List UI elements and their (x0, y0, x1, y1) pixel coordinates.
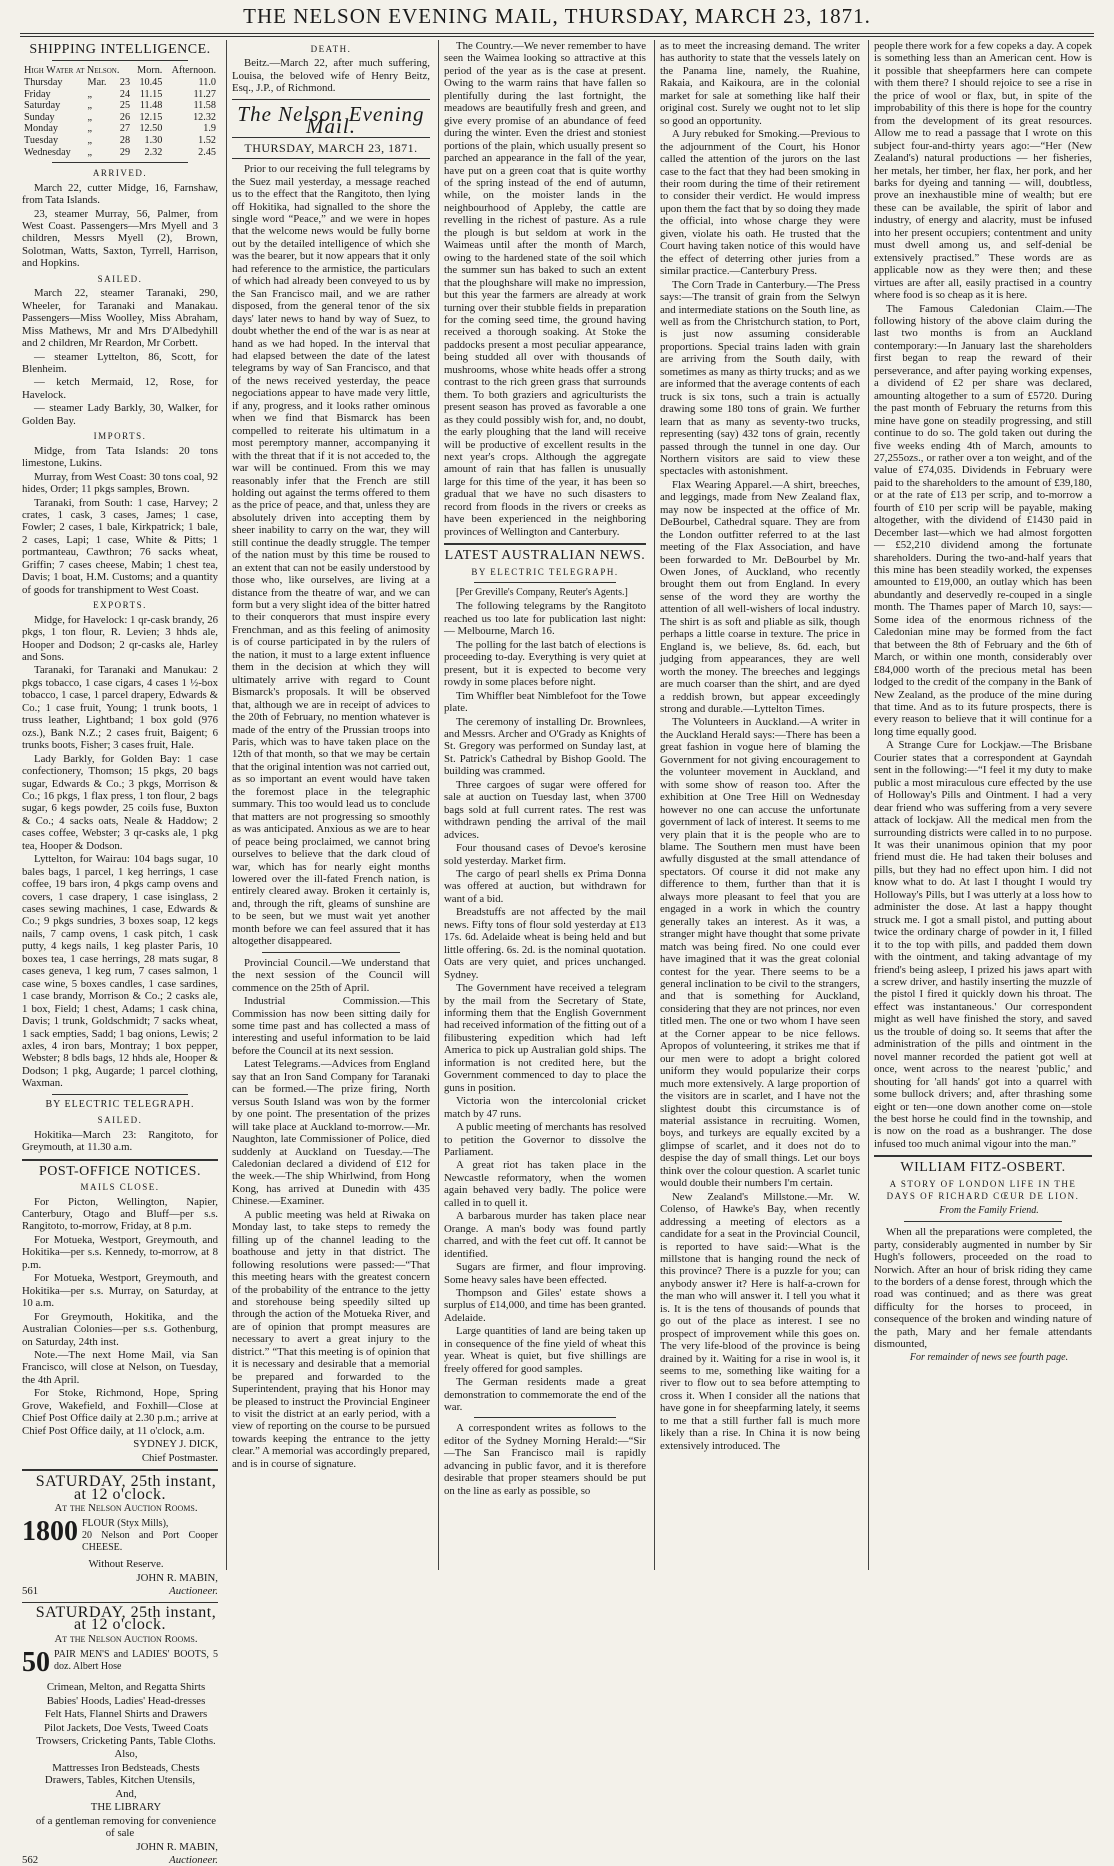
news-paragraph: Four thousand cases of Devoe's kerosine sold yesterday. Market firm. (444, 842, 646, 867)
death-notice: Beitz.—March 22, after much suffering, Louisa, the beloved wife of Henry Beitz, Esq., J.P., of Richmond. (232, 57, 430, 95)
sailed-item: — steamer Lyttelton, 86, Scott, for Blenheim. (22, 350, 218, 375)
mail-item: For Greymouth, Hokitika, and the Australian Colonies—per s.s. Gothenburg, on Saturday, 24th inst. (22, 1310, 218, 1348)
auction-2-place: At the Nelson Auction Rooms. (54, 1632, 198, 1645)
news-credit: [Per Greville's Company, Reuter's Agents.] (456, 587, 628, 599)
news-paragraph: The ceremony of installing Dr. Brownlees, and Messrs. Archer and O'Grady as Knights of St. Gregory was performed on Sunday last, at St. Patrick's Cathedral by Bishop Goold. The building was crammed. (444, 715, 646, 778)
australian-news-subheading: BY ELECTRIC TELEGRAPH. (471, 566, 619, 577)
mail-item: For Picton, Wellington, Napier, Canterbury, Otago and Bluff—per s.s. Rangitoto, to-morrow, Friday, at 8 p.m. (22, 1195, 218, 1233)
sailed-item: March 22, steamer Taranaki, 290, Wheeler, for Taranaki and Manakau. Passengers—Miss Woolley, Miss Abraham, Miss Mathews, Mr and Mrs D'Albedyhill and 2 children, Mr Reardon, Mr Corbett. (22, 287, 218, 350)
tide-day: Friday (24, 88, 51, 100)
tide-month: „ (87, 146, 93, 158)
mail-item: For Motueka, Westport, Greymouth, and Hokitika—per s.s. Murray, on Saturday, at 10 a.m. (22, 1272, 218, 1310)
column-rule (654, 40, 655, 1570)
auction-2-role: Auctioneer. (169, 1854, 218, 1866)
news-paragraph: The German residents made a great demonstration to commemorate the end of the war. (444, 1376, 646, 1414)
section-rule (874, 1155, 1092, 1157)
telegraph-heading: BY ELECTRIC TELEGRAPH. (45, 1098, 195, 1110)
auction-2-line: Also, (114, 1748, 138, 1761)
auction-2-quantity: 50 (22, 1647, 50, 1679)
imports-item: Murray, from West Coast: 30 tons coal, 92 hides, Order; 11 pkgs samples, Brown. (22, 470, 218, 496)
auction-2-line: Crimean, Melton, and Regatta Shirts (46, 1681, 206, 1694)
news-paragraph: Victoria won the intercolonial cricket match by 47 runs. (444, 1095, 646, 1120)
news-paragraph: A great riot has taken place in the Newcastle reformatory, when the women again behaved very badly. The police were called in to quell it. (444, 1159, 646, 1209)
column-rule (226, 40, 227, 1570)
news-paragraph: Large quantities of land are being taken up in consequence of the fine yield of wheat this year. Wheat is quiet, but five shillings are freely offered for good samples. (444, 1325, 646, 1375)
tide-day: Thursday (24, 77, 63, 89)
divider (232, 99, 430, 100)
tide-row (22, 135, 218, 147)
tide-date: 23 (119, 77, 131, 89)
tide-header-label: High Water at Nelson. (24, 65, 120, 77)
mail-item: Note.—The next Home Mail, via San Francisco, will close at Nelson, on Tuesday, the 4th April. (22, 1348, 218, 1386)
auction-1-auctioneer: JOHN R. MABIN, (136, 1571, 218, 1584)
news-paragraph: The Country.—We never remember to have seen the Waimea looking so attractive at this period of the year as is the case at present. Owing to the warm rains that have fallen so plentifully during the last fortnight, the meadows are beautifully fresh and green, and give every promise of an abundance of feed during the winter. Even the driest and stoniest portions of the plain, which usually present so parched an appearance in the fall of the year, have put on a green coat that is quite worthy of the spring instead of the end of autumn, while, on the moister lands in the neighbourhood of Appleby, the cattle are revelling in the richest of pasture. As a rule the plough is but seldom at work in the Waimeas until after the month of March, owing to the hardened state of the soil which the summer sun has baked to such an extent that the ploughshare will make no impression, but this year the farmers are already at work turning over their stubble fields in preparation for the coming seed time, the ground having received a thorough soaking. At Stoke the paddocks present a most peculiar appearance, being studded all over with thousands of mushrooms, whose white heads offer a strong contrast to the rich green grass that surrounds them. To both graziers and agriculturists the present season has proved as favorable a one as they could possibly wish for, and, no doubt, the early ploughing that the land will receive will be productive of excellent results in the next year's crops. Although the aggregate amount of rain that has fallen is unusually large for this time of the year, it has been so gradual that we have no such disasters to record from floods in the rivers or creeks as have been experienced in the neighboring provinces of Wellington and Canterbury. (444, 40, 646, 538)
correspondent-paragraph: A correspondent writes as follows to the editor of the Sydney Morning Herald:—“Sir—The San Francisco mail is rapidly advancing in public favor, and it is therefore desirable that proper steamers should be put on the line as early as possible, so (444, 1422, 646, 1497)
column-3 (444, 40, 646, 1570)
divider (904, 1221, 1062, 1222)
mails-close-heading: MAILS CLOSE. (80, 1182, 160, 1193)
tide-date: 27 (119, 123, 131, 135)
auction-2-footer (22, 1854, 218, 1866)
column-5 (874, 40, 1092, 1570)
exports-item: Lady Barkly, for Golden Bay: 1 case confectionery, Thomson; 15 pkgs, 20 bags sugar, Edwards & Co.; 3 pkgs, Morrison & Co.; 16 pkgs, 1 flax press, 1 ton flour, 2 bags sugar, 6 kegs powder, 25 coils fuse, Buxton & Co.; 4 sacks oats, Neale & Haddow; 2 cases coffee, Webster; 3 qr-casks ale, 1 pkg tea, Hooper & Dodson. (22, 752, 218, 852)
news-paragraph: The Famous Caledonian Claim.—The following history of the above claim during the last two months is from an Auckland contemporary:—In January last the shareholders first began to reap the reward of their perseverance, and after paying working expenses, a dividend of £2 per share was declared, amounting altogether to a sum of £5720. During the past month of February the returns from this mine have gone on steadily progressing, and still continue to do so. The gold taken out during the five weeks ending 4th of March, amounts to 27,255ozs., or rather over a ton weight, and of the value of £74,035. Dividends in February were paid to the shareholders to the amount of £39,180, or at the rate of £13 per scrip, and to-morrow a fourth of £10 per scrip will be payable, making altogether, with the dividend of £1430 paid in December last—which we had almost forgotten — £52,210 dividend among the fortunate shareholders. During the two-and-half years that this mine has been steadily worked, the expenses amounted to £19,000, an outlay which has been abundantly and deservedly re-couped in a single month. The Thames paper of March 10, says:—Some idea of the enormous richness of the Caledonian mine may be formed from the fact that between the 8th of February and the 6th of March, or within one month, considerably over £84,000 worth of the precious metal has been lodged to the credit of the company in the Bank of New Zealand, as the produce of the mine during that time. And as to its future prospects, there is every reason to believe that it will continue for a long time equally good. (874, 302, 1092, 738)
tide-day: Saturday (24, 100, 61, 112)
tide-day: Monday (24, 123, 58, 135)
tide-month: „ (87, 135, 93, 147)
tide-header-row (22, 65, 218, 77)
news-paragraph: Tim Whiffler beat Nimblefoot for the Towe plate. (444, 689, 646, 715)
tide-aft: 11.27 (193, 88, 216, 100)
exports-heading: EXPORTS. (93, 600, 147, 611)
arrived-item: 23, steamer Murray, 56, Palmer, from West Coast. Passengers—Mrs Myell and 3 children, Messrs Myell (2), Brown, Solotman, Watts, Saxton, Tyrrell, Harrison, and Hopkins. (22, 207, 218, 270)
masthead-rule-thin (20, 36, 1094, 37)
tide-header-morn: Morn. (137, 65, 163, 77)
tide-table (22, 65, 218, 158)
sailed-item: — steamer Lady Barkly, 30, Walker, for Golden Bay. (22, 402, 218, 427)
divider (474, 582, 616, 583)
sailed-telegraph-heading: SAILED. (97, 1115, 143, 1126)
auction-1-date: SATURDAY, 25th instant, at 12 o'clock. (35, 1473, 217, 1503)
column-rule (438, 40, 439, 1570)
leader-article: Prior to our receiving the full telegrams by the Suez mail yesterday, a message reached us to the effect that the Rangitoto, then lying off Hokitika, had signalled to the shore the single word “Peace,” and we were in hopes that the welcome news would be fully borne out by the detailed intelligence of which she was the bearer, but it now appears that it only had reference to the armistice, the particulars of which had already been conveyed to us by the San Francisco mail, and we are rather disposed, from the general tenor of the six days' later news to hand by way of Suez, to doubt whether the end of the war is as near at hand as we had hoped. In the interval that had elapsed between the date of the latest telegrams by way of San Francisco, and that of the news received yesterday, the peace negociations appear to have made very little, if any, progress, and it looks rather ominous when we find that Bismarck has been compelled to reiterate his ultimatum in a most peremptory manner, accompanying it with the threat that if it is not acceded to, the war will be continued. From this we may reasonably infer that the French are still holding out against the terms offered to them as the price of peace, and that, unless they are absolutely driven into accepting them by sheer inability to carry on the war, they will still continue the deadly struggle. The temper of the nation must by this time be roused to an extent that can not be easily understood by those who, like ourselves, are living at a distance from the theatre of war, and we can form but a very slight idea of the bitter hatred to their conquerors that must inspire every Frenchman, and as this feeling of animosity is of course participated in by the rulers of the nation, it must to a large extent influence them in the decision at which they will ultimately arrive with regard to Count Bismarck's proposals. It will be observed that, although we are in receipt of advices to the 20th of February, no mention whatever is made of the entry of the Prussian troops into Paris, which was to have taken place on the 12th of that month, so that we may be certain that the original intention was not carried out, as so important an event would have taken the foremost place in the telegraphic summary. This too would lead us to conclude that matters are not progressing so smoothly as was anticipated. Anxious as we are to hear of peace being proclaimed, we cannot bring ourselves to believe that the dark cloud of war, which has for nearly eight months lowered over the ill-fated French nation, is entirely cleared away. Broken it certainly is, and, through the rift, gleams of sunshine are to be seen, but we must wait yet another month before we can feel assured that it has altogether disappeared. (232, 163, 430, 948)
sailed-item: — ketch Mermaid, 12, Rose, for Havelock. (22, 376, 218, 401)
tide-morn: 11.15 (139, 88, 163, 100)
news-paragraph: Thompson and Giles' estate shows a surplus of £14,000, and time has been granted. Adelaide. (444, 1286, 646, 1324)
news-paragraph: The Corn Trade in Canterbury.—The Press says:—The transit of grain from the Selwyn and intermediate stations on the South line, as well as from the Christchurch station, to Port, is just now assuming considerable proportions. Special trains laden with grain are arriving from the South daily, with sometimes as many as thirty trucks; and as we are informed that the average contents of each truck is six tons, such a train is actually drawing some 180 tons of grain. We further learn that as many as seventy-two trucks, representing (say) 432 tons of grain, recently passed through the tunnel in one day. Our Northern visitors are said to view these spectacles with astonishment. (660, 278, 860, 478)
mail-item: For Stoke, Richmond, Hope, Spring Grove, Wakefield, and Foxhill—Close at Chief Post Office daily at 2.30 p.m.; arrive at Chief Post Office daily, at 11 o'clock, a.m. (22, 1387, 218, 1437)
arrived-heading: ARRIVED. (92, 168, 148, 179)
tide-header-aft: Afternoon. (171, 65, 216, 77)
divider (52, 162, 188, 163)
news-paragraph: A Strange Cure for Lockjaw.—The Brisbane Courier states that a correspondent at Gayndah sent in the following:—“I feel it my duty to make public a most miraculous cure effected by the use of Holloway's Pills and Ointment. I had a very dear friend who was suffering from a very severe attack of lockjaw. All the medical men from the surrounding districts were called in to no purpose. It was their unanimous opinion that my poor friend must die. He had taken their boluses and pills, but they had no effect upon him. I did not know what to do. At last I thought I would try Holloway's Pills, but I was utterly at a loss how to administer the dose. At last a happy thought struck me. I got a small pistol, and putting about twice the ordinary charge of powder in it, I filled it to the top with pills, and padded them down with the ointment, and taking advantage of my friend's being asleep, I prized his jaws apart with a screw driver, and hastily inserting the muzzle of the pistol I fired it quickly down his throat. The effect was instantaneous.' Our correspondent might as well have finished the story, and saved us the trouble of doing so. It seems that after the administration of the pills and ointment in the novel manner recorded the patient got well at once, went across to the nearest 'public,' and shouting for 'all hands' got into a quarrel with some bullock drivers; and, after thrashing some eight or ten—one down another come on—stole the best horse he could find in the township, and is now on the road as a bushranger. The dose infused too much animal vigour into the man.” (874, 739, 1092, 1150)
story-source: From the Family Friend. (939, 1204, 1039, 1216)
imports-heading: IMPORTS. (93, 431, 147, 442)
auction-2-number: 562 (22, 1854, 39, 1866)
tide-month: „ (87, 88, 93, 100)
news-paragraph: Breadstuffs are not affected by the mail news. Fifty tons of flour sold yesterday at £13 17s. 6d. Adelaide wheat is being held and but little offering. 6s. 2d. is the nominal quotation. Oats are very quiet, and prices unchanged. Sydney. (444, 906, 646, 981)
tide-month: „ (87, 123, 93, 135)
news-paragraph: The polling for the last batch of elections is proceeding to-day. Everything is very quiet at present, but it is expected to become very rowdy in some places before night. (444, 638, 646, 689)
divider (52, 60, 188, 61)
news-paragraph: Three cargoes of sugar were offered for sale at auction on Tuesday last, when 3700 bags sold at full current rates. The rest was withdrawn pending the arrival of the mail advices. (444, 778, 646, 841)
masthead: THE NELSON EVENING MAIL, THURSDAY, MARCH 23, 1871. (243, 4, 871, 28)
divider (232, 158, 430, 159)
tide-month: „ (87, 100, 93, 112)
masthead-rule (20, 33, 1094, 34)
column-rule (868, 40, 869, 1570)
story-subheading: A STORY OF LONDON LIFE IN THE DAYS OF RICHARD CŒUR DE LION. (886, 1178, 1080, 1202)
exports-item: Taranaki, for Taranaki and Manukau: 2 pkgs tobacco, 1 case cigars, 4 cases 1 ½-box tobacco, 1 case, 1 parcel drapery, Edwards & Co.; 1 case fruit, Young; 1 trunk boots, 1 truss leather, Lightband; 1 box gold (976 ozs.), Bank N.Z.; 2 cases fruit, Baigent; 6 trunks boots, Fisher; 3 cases fruit, Hale. (22, 664, 218, 752)
australian-news-heading: LATEST AUSTRALIAN NEWS. (444, 548, 646, 564)
tide-row (22, 89, 218, 101)
divider (262, 952, 400, 953)
tide-row (22, 77, 218, 89)
nameplate: The Nelson Evening Mail. (237, 101, 425, 139)
sailed-telegraph-item: Hokitika—March 23: Rangitoto, for Greymouth, at 11.30 a.m. (22, 1128, 218, 1154)
news-paragraph: New Zealand's Millstone.—Mr. W. Colenso, of Hawke's Bay, when recently addressing a meeting of electors as a candidate for a seat in the Provincial Council, is reported to have said:—What is the millstone that is hanging round the neck of this province? There is a puzzle for you; can anybody answer it? Here is half-a-crown for the man who will answer it. I tell you what it is. It is the tens of thousands of pounds that go out of the place as interest. I see no prospect of improvement while this goes on. The very life-blood of the province is being drained by it. Waiting for a rise in wool is, it seems to me, something like waiting for a river to flow out to sea before attempting to cross it. When I consider all the nations that have gone in for sheepfarming lately, it seems to me that a still further fall is much more likely than a rise. In China it is now being extensively introduced. The (660, 1190, 860, 1452)
news-paragraph: Latest Telegrams.—Advices from England say that an Iron Sand Company for Taranaki can be formed.—The prize firing, North versus South Island was won by the former by one point. The presentation of the prizes will take place at Auckland to-morrow.—Mr. Naughton, late Commissioner of Police, died suddenly at Auckland on Tuesday.—The Caledonian declared a dividend of £12 for the week.—The ship Whirlwind, from Hong Kong, has arrived at Dunedin with 435 Chinese.—Examiner. (232, 1058, 430, 1208)
auction-2-item: PAIR MEN'S and LADIES' BOOTS, 5 doz. Albert Hose (54, 1649, 218, 1673)
tide-row (22, 100, 218, 112)
auction-2-line: Babies' Hoods, Ladies' Head-dresses (46, 1694, 206, 1707)
tide-aft: 11.58 (193, 100, 216, 112)
column-4 (660, 40, 860, 1570)
death-heading: DEATH. (310, 44, 352, 54)
auction-1-item-2: 20 Nelson and Port Cooper CHEESE. (82, 1530, 218, 1554)
tide-day: Wednesday (24, 146, 71, 158)
tide-morn: 2.32 (144, 146, 163, 158)
news-paragraph: Provincial Council.—We understand that the next session of the Council will commence on the 25th of April. (232, 956, 430, 994)
column-2 (232, 40, 430, 1570)
tide-month: Mar. (87, 77, 107, 89)
tide-row (22, 123, 218, 135)
news-paragraph: The cargo of pearl shells ex Prima Donna was offered at auction, but withdrawn for want of a bid. (444, 868, 646, 905)
auction-2-line: Trowsers, Cricketing Pants, Table Cloths. (36, 1734, 216, 1747)
auction-1-items (82, 1518, 218, 1554)
news-paragraph: A public meeting was held at Riwaka on Monday last, to take steps to remedy the filling up of the channel leading to the boathouse and jetty in that district. The following resolutions were passed:—“That this meeting hears with the greatest concern of the probability of the entrance to the jetty and storehouse being speedily silted up through the action of the Motueka River, and are of opinion that prompt measures are necessary to avert a great injury to the district.” “That this meeting is of opinion that it is necessary and desirable that a memorial be prepared and forwarded to the Superintendent, praying that his Honor may be pleased to instruct the Provincial Engineer to visit the district at an early period, with a view of reporting on the course to be pursued towards keeping the entrance to the jetty clear.” A memorial was accordingly prepared, and is in course of signature. (232, 1208, 430, 1470)
tide-aft: 1.52 (198, 135, 216, 147)
divider (474, 1417, 616, 1418)
tide-date: 29 (119, 146, 131, 158)
exports-item: Midge, for Havelock: 1 qr-cask brandy, 26 pkgs, 1 ton flour, R. Levien; 3 hhds ale, Hooper and Dodson; 2 qr-casks ale, Harley and Sons. (22, 613, 218, 663)
tide-row (22, 112, 218, 124)
tide-row (22, 147, 218, 159)
story-footnote: For remainder of news see fourth page. (909, 1351, 1069, 1363)
sailed-heading: SAILED. (97, 273, 143, 284)
tide-morn: 1.30 (144, 135, 163, 147)
section-rule (22, 1469, 218, 1471)
tide-day: Sunday (24, 111, 55, 123)
auction-2-line: Mattresses Iron Bedsteads, Chests Drawers, Tables, Kitchen Utensils, (44, 1761, 200, 1787)
news-paragraph: The following telegrams by the Rangitoto reached us too late for publication last night:— Melbourne, March 16. (444, 600, 646, 638)
auction-2-line: THE LIBRARY (90, 1801, 162, 1814)
tide-date: 26 (119, 111, 131, 123)
tide-aft: 11.0 (198, 77, 216, 89)
tide-morn: 12.50 (139, 123, 163, 135)
tide-date: 28 (119, 135, 131, 147)
imports-item: Midge, from Tata Islands: 20 tons limestone, Lukins. (22, 444, 218, 470)
auction-1-role: Auctioneer. (169, 1585, 218, 1598)
auction-2-line: Pilot Jackets, Doe Vests, Tweed Coats (43, 1721, 209, 1734)
story-heading: WILLIAM FITZ-OSBERT. (900, 1160, 1066, 1176)
news-paragraph: A public meeting of merchants has resolved to petition the Governor to dissolve the Parliament. (444, 1121, 646, 1158)
divider (52, 1094, 188, 1095)
news-paragraph: people there work for a few copeks a day. A copek is something less than an American cent. How is it possible that sheepfarmers here can compete with them there? I should rejoice to see a rise in the price of wool or flax, but, in spite of the improbability of this there is hope for the country from the development of its great resources. Allow me to read a passage that I wrote on this subject four-and-thirty years ago:—“Her (New Zealand's) natural productions — her fisheries, her metals, her timber, her flax, her pork, and her barks for dyeing and tanning — will, doubtless, prove an inexhaustible mine of wealth; but ere these can be available, the spirit of labor and industry, of energy and alacrity, must be infused into her present occupiers; contentment and unity must dwell among us, and self-denial be extensively practised.” These words are as applicable now as they were then; and these virtues are after all, easily practised in a country where food is so cheap as it is here. (874, 40, 1092, 302)
tide-month: „ (87, 111, 93, 123)
tide-morn: 11.48 (139, 100, 163, 112)
tide-date: 25 (119, 100, 131, 112)
divider (22, 1602, 218, 1603)
post-office-heading: POST-OFFICE NOTICES. (39, 1163, 201, 1179)
section-rule (444, 543, 646, 545)
tide-aft: 2.45 (198, 146, 216, 158)
auction-1-footer (22, 1585, 218, 1597)
auction-1-place: At the Nelson Auction Rooms. (54, 1501, 198, 1514)
auction-2-auctioneer: JOHN R. MABIN, (136, 1840, 218, 1853)
auction-2-line: Felt Hats, Flannel Shirts and Drawers (44, 1708, 208, 1721)
section-rule (22, 1159, 218, 1161)
postmaster-title: Chief Postmaster. (141, 1451, 218, 1464)
news-paragraph: The Government have received a telegram by the mail from the Secretary of State, informing them that the English Government had received information of the fitting out of a filibustering expedition which had left America to pick up Australian gold ships. The information is not credited here, but the Government commenced to day to place the guns in position. (444, 982, 646, 1094)
news-paragraph: Sugars are firmer, and flour improving. Some heavy sales have been effected. (444, 1261, 646, 1286)
tide-morn: 12.15 (139, 111, 163, 123)
arrived-item: March 22, cutter Midge, 16, Farnshaw, from Tata Islands. (22, 181, 218, 207)
dateline: THURSDAY, MARCH 23, 1871. (244, 140, 418, 155)
auction-2-line: And, (115, 1787, 137, 1800)
news-paragraph: The Volunteers in Auckland.—A writer in the Auckland Herald says:—There has been a great fashion in vogue here of blaming the Government for not giving encouragement to the volunteer movement in Auckland, and with some show of reason too. After the exhibition at One Tree Hill on Wednesday however no one can accuse the unfortunate government of lack of interest. It seems to me very plain that it is the people who are to blame. The Southern men must have been awfully disgusted at the small attendance of spectators. Of course it did not make any difference to them, further than that it is always more pleasant to feel that you are engaged in a work in which the country generally takes an interest. As it was, a stranger might have thought that some private match was being fired. No one could ever have imagined that it was the great colonial contest for the year. There seems to be a general inclination to be civil to the strangers, and that is something for Auckland, considering that they are not princes, nor even titled men. The one or two whom I have seen at the Corner appear to be nice fellows. Apropos of volunteering, it strikes me that if our men were to adopt a bright colored uniform they would popularize their corps much more extensively. A large proportion of the visitors are in scarlet, and I have not the slightest doubt this circumstance is of material assistance in recruiting. Women, boys, and turkeys are equally excited by a glimpse of scarlet, and it does not do to despise the day of small things. Let our boys think over the colour question. A scarlet tunic would double their numbers I'm certain. (660, 716, 860, 1190)
auction-2-lot (22, 1649, 218, 1677)
tide-aft: 12.32 (193, 111, 216, 123)
mail-item: For Motueka, Westport, Greymouth, and Hokitika—per s.s. Kennedy, to-morrow, at 8 p.m. (22, 1233, 218, 1271)
shipping-heading: SHIPPING INTELLIGENCE. (29, 42, 211, 57)
auction-1-number: 561 (22, 1585, 39, 1598)
auction-2-line: of a gentleman removing for convenience of sale (35, 1814, 217, 1840)
auction-1-item: FLOUR (Styx Mills), (82, 1518, 169, 1530)
news-paragraph: A barbarous murder has taken place near Orange. A man's body was found partly charred, and with the feet cut off. It cannot be identified. (444, 1210, 646, 1260)
imports-item: Taranaki, from South: 1 case, Harvey; 2 crates, 1 cask, 3 cases, James; 1 case, Fowler; 2 cases, 1 bale, Kirkpatrick; 1 bale, 2 cases, Lapi; 1 case, White & Pitts; 1 portmanteau, Cawthron; 76 sacks wheat, Griffin; 7 cases cheese, Mabin; 1 chest tea, Davis; 1 boat, H.M. Customs; and a quantity of goods for transhipment to West Coast. (22, 496, 218, 596)
auction-1-quantity: 1800 (22, 1516, 78, 1548)
exports-item: Lyttelton, for Wairau: 104 bags sugar, 10 bales bags, 1 parcel, 1 keg herrings, 1 case coffee, 19 bars iron, 4 pkgs camp ovens and covers, 1 case drapery, 1 case isinglass, 2 cases sewing machines, 1 case, Edwards & Co.; 9 pkgs sundries, 3 boxes soap, 12 kegs nails, 7 camp ovens, 1 cask pitch, 1 cask putty, 4 kegs nails, 1 keg plaster Paris, 10 boxes tea, 1 case herrings, 28 mats sugar, 8 cases geneva, 1 keg rum, 7 cases salmon, 1 case wine, 5 boxes candles, 1 case sardines, 1 case brandy, Morrison & Co.; 2 casks ale, 1 box, Field; 1 chest, Adams; 1 cask china, Davis; 1 trunk, Goldschmidt; 7 sacks wheat, 1 sack empties, Sadd; 1 bag onions, Lewis; 2 axles, 4 iron bars, Montray; 1 box pepper, Webster; 8 bdls bags, 12 hhds ale, Hooper & Dodson; 1 pkg, Augarde; 1 parcel clothing, Waxman. (22, 853, 218, 1090)
auction-1-reserve: Without Reserve. (88, 1558, 164, 1571)
tide-date: 24 (119, 88, 131, 100)
tide-day: Tuesday (24, 135, 59, 147)
tide-morn: 10.45 (139, 77, 163, 89)
story-paragraph: When all the preparations were completed, the party, considerably augmented in number by Sir Hugh's followers, proceeded on the road to Norwich. After an hour of brisk riding they came to the borders of a dense forest, through which the road was continued; and as there was great difficulty for the horses to proceed, in consequence of the broken and winding nature of the path, Mary and her female attendants dismounted, (874, 1226, 1092, 1351)
tide-aft: 1.9 (203, 123, 216, 135)
news-paragraph: Industrial Commission.—This Commission has now been sitting daily for some time past and has collected a mass of interesting and useful information to be laid before the Council at its next session. (232, 995, 430, 1057)
news-paragraph: Flax Wearing Apparel.—A shirt, breeches, and leggings, made from New Zealand flax, may now be inspected at the office of Mr. DeBourbel, Cathedral square. They are from the London outfitter referred to at the last meeting of the Flax Association, and have been forwarded to Mr. DeBourbel by Mr. Owen Jones, of Auckland, who recently brought them out from England. In every sense of the word they are worthy the attention of all well-wishers of local industry. The shirt is as soft and pliable as silk, though perhaps a little coarse in texture. The price in England is, we believe, 8s. 6d. each, but judging from appearances, they are well worth the money. The breeches and leggings are much coarser than the shirt, and are dyed a reddish brown, but appear exceedingly strong and durable.—Lyttelton Times. (660, 478, 860, 716)
news-paragraph: as to meet the increasing demand. The writer has authority to state that the vessels lately on the Panama line, namely, the Ruahine, Rakaia, and Kaikoura, are in the colonial market for sale at something like half their original cost. Surely we ought not to let slip so good an opportunity. (660, 40, 860, 127)
postmaster-name: SYDNEY J. DICK, (133, 1438, 218, 1451)
auction-2-date: SATURDAY, 25th instant, at 12 o'clock. (35, 1603, 217, 1634)
news-paragraph: A Jury rebuked for Smoking.—Previous to the adjournment of the Court, his Honor called the attention of the jurors on the last case to the fact that they had been smoking in their room during the time of their retirement to consider their verdict. He would impress upon them the fact that by so doing they made the official, into whose charge they were given, violate his oath. He trusted that the Court having taken notice of this would have the effect of deterring other juries from a similar practice.—Canterbury Press. (660, 128, 860, 278)
column-1 (22, 40, 218, 1866)
auction-1-lot (22, 1518, 218, 1554)
